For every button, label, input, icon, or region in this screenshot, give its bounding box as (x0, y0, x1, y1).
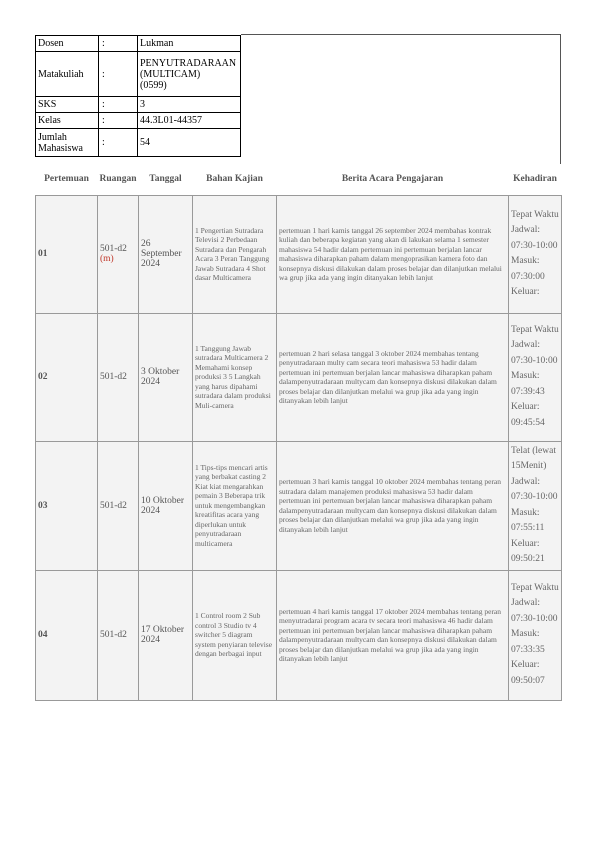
cell-pertemuan: 03 (36, 441, 98, 570)
cell-tanggal: 17 Oktober 2024 (139, 570, 193, 700)
kehadiran-jadwal: 07:30-10:00 (511, 355, 558, 366)
header-top-border (241, 34, 561, 35)
kehadiran-jadwal-label: Jadwal: (511, 225, 541, 235)
ruangan-note: (m) (100, 254, 114, 264)
header-bahan-kajian: Bahan Kajian (193, 164, 277, 195)
cell-ruangan (98, 195, 139, 313)
kehadiran-masuk: 07:39:43 (511, 386, 545, 397)
info-row-dosen (36, 36, 241, 52)
kehadiran-jadwal-label: Jadwal: (511, 340, 541, 351)
jumlah-label (36, 129, 99, 157)
cell-ruangan: 501-d2 (98, 570, 139, 700)
kehadiran-masuk: 07:33:35 (511, 644, 545, 655)
header-tanggal: Tanggal (139, 164, 193, 195)
jumlah-colon: : (99, 129, 138, 157)
header-pertemuan: Pertemuan (36, 164, 98, 195)
cell-tanggal: 3 Oktober 2024 (139, 313, 193, 441)
kehadiran-jadwal: 07:30-10:00 (511, 240, 558, 251)
sks-colon: : (99, 97, 138, 113)
kehadiran-status: Telat (lewat 15Menit) (511, 445, 556, 471)
matakuliah-value-line1: PENYUTRADARAAN (140, 57, 237, 69)
sks-label: SKS (36, 97, 99, 113)
cell-pertemuan: 02 (36, 313, 98, 441)
kehadiran-status: Tepat Waktu (511, 582, 559, 593)
course-info-table (35, 35, 241, 157)
attendance-table (35, 164, 562, 701)
kehadiran-masuk: 07:55:11 (511, 523, 545, 533)
ruangan-value: 501-d2 (100, 244, 127, 254)
cell-kehadiran (509, 195, 562, 313)
matakuliah-value (138, 52, 241, 97)
kehadiran-keluar-label: Keluar: (511, 402, 540, 413)
cell-berita-acara: pertemuan 3 hari kamis tanggal 10 oktober 2024 membahas tentang peran sutradara dalam manajemen produksi mahasiswa 53 hadir dalam pertemuan ini pertemuan berjalan lancar mahasiswa diharapkan paham dalampenyutradaraan multycam dan konsepnya diskusi dilakukan dalam proses belajar dan dilanjutkan melalui wa grup jika ada yang ingin ditanyakan lebih lanjut (277, 441, 509, 570)
cell-kehadiran (509, 570, 562, 700)
kelas-label: Kelas (36, 113, 99, 129)
table-header-row (36, 164, 562, 195)
kehadiran-keluar: 09:50:07 (511, 675, 545, 686)
table-row (36, 313, 562, 441)
kehadiran-keluar-label: Keluar: (511, 538, 540, 549)
header-berita-acara: Berita Acara Pengajaran (277, 164, 509, 195)
cell-bahan-kajian: 1 Control room 2 Sub control 3 Studio tv 4 switcher 5 diagram system penyiaran televise dengan berbagai input (193, 570, 277, 700)
kehadiran-masuk-label: Masuk: (511, 256, 540, 266)
cell-kehadiran (509, 313, 562, 441)
cell-tanggal: 26 September 2024 (139, 195, 193, 313)
cell-bahan-kajian: 1 Pengertian Sutradara Televisi 2 Perbedaan Sutradara dan Pengarah Acara 3 Peran Tanggung Jawab Sutradara 4 Shot dasar Multicamera (193, 195, 277, 313)
info-row-kelas (36, 113, 241, 129)
table-row (36, 195, 562, 313)
kelas-colon: : (99, 113, 138, 129)
sks-value: 3 (138, 97, 241, 113)
info-row-jumlah (36, 129, 241, 157)
jumlah-label-line1: Jumlah (38, 131, 67, 143)
kehadiran-keluar: 09:50:21 (511, 554, 545, 564)
info-row-matakuliah (36, 52, 241, 97)
matakuliah-label: Matakuliah (36, 52, 99, 97)
table-row (36, 441, 562, 570)
kehadiran-keluar-label: Keluar: (511, 287, 540, 297)
header-ruangan: Ruangan (98, 164, 139, 195)
kehadiran-status: Tepat Waktu (511, 324, 559, 335)
cell-berita-acara: pertemuan 4 hari kamis tanggal 17 oktober 2024 membahas tentang peran menyutradarai program acara tv secara teori mahasiswa 46 hadir dalam pertemuan ini pertemuan berjalan lancar mahasiswa diharapkan paham dalampenyutradaraan multycam dan konsepnya diskusi dilakukan dalam proses belajar dan dilanjutkan melalui wa grup jika ada yang ingin ditanyakan lebih lanjut (277, 570, 509, 700)
dosen-colon: : (99, 36, 138, 52)
kehadiran-keluar-label: Keluar: (511, 660, 540, 671)
cell-ruangan: 501-d2 (98, 313, 139, 441)
kelas-value: 44.3L01-44357 (138, 113, 241, 129)
cell-pertemuan: 01 (36, 195, 98, 313)
info-row-sks (36, 97, 241, 113)
cell-pertemuan: 04 (36, 570, 98, 700)
cell-berita-acara: pertemuan 2 hari selasa tanggal 3 oktober 2024 membahas tentang penyutradaraan multy cam secara teori mahasiswa 53 hadir dalam pertemuan ini pertemuan berjalan lancar mahasiswa diharapkan paham dalampenyutradaraan multycam dan konsepnya diskusi dilakukan dalam proses belajar dan dilanjutkan melalui wa grup jika ada yang ingin ditanyakan lebih lanjut (277, 313, 509, 441)
header-right-border (560, 34, 561, 164)
matakuliah-value-line3: (0599) (140, 79, 167, 91)
kehadiran-masuk-label: Masuk: (511, 629, 540, 640)
kehadiran-jadwal-label: Jadwal: (511, 598, 541, 609)
cell-berita-acara: pertemuan 1 hari kamis tanggal 26 september 2024 membahas kontrak kuliah dan beberapa kegiatan yang akan di lakukan selama 1 semester mahasiswa 54 hadir dalam pertemuan ini pertemuan berjalan lancar mahasiswa diharapkan paham dalam mengoprasikan kamera foto dan konsepnya diskusi dilakukan dalam proses belajar dan dilanjutkan melalui wa grup jika ada yang ingin ditanyakan lebih lanjut (277, 195, 509, 313)
kehadiran-jadwal: 07:30-10:00 (511, 613, 558, 624)
cell-tanggal: 10 Oktober 2024 (139, 441, 193, 570)
kehadiran-keluar: 09:45:54 (511, 417, 545, 428)
header-kehadiran: Kehadiran (509, 164, 562, 195)
cell-bahan-kajian: 1 Tips-tips mencari artis yang berbakat casting 2 Kiat kiat mengarahkan pemain 3 Beberapa trik untuk mengembangkan kreatifitas acara yang diperlukan untuk penyutradaraan multicamera (193, 441, 277, 570)
dosen-value: Lukman (138, 36, 241, 52)
kehadiran-masuk-label: Masuk: (511, 371, 540, 382)
matakuliah-value-line2: (MULTICAM) (140, 68, 201, 80)
jumlah-label-line2: Mahasiswa (38, 142, 83, 154)
matakuliah-colon: : (99, 52, 138, 97)
kehadiran-jadwal-label: Jadwal: (511, 476, 541, 487)
cell-kehadiran (509, 441, 562, 570)
cell-bahan-kajian: 1 Tanggung Jawab sutradara Multicamera 2 Memahami konsep produksi 3 5 Langkah yang harus dipahami sutradara dalam produksi Muli-camera (193, 313, 277, 441)
cell-ruangan: 501-d2 (98, 441, 139, 570)
kehadiran-masuk-label: Masuk: (511, 507, 540, 518)
kehadiran-jadwal: 07:30-10:00 (511, 492, 558, 502)
kehadiran-status: Tepat Waktu (511, 209, 559, 220)
dosen-label: Dosen (36, 36, 99, 52)
jumlah-value: 54 (138, 129, 241, 157)
table-row (36, 570, 562, 700)
kehadiran-masuk: 07:30:00 (511, 271, 545, 282)
